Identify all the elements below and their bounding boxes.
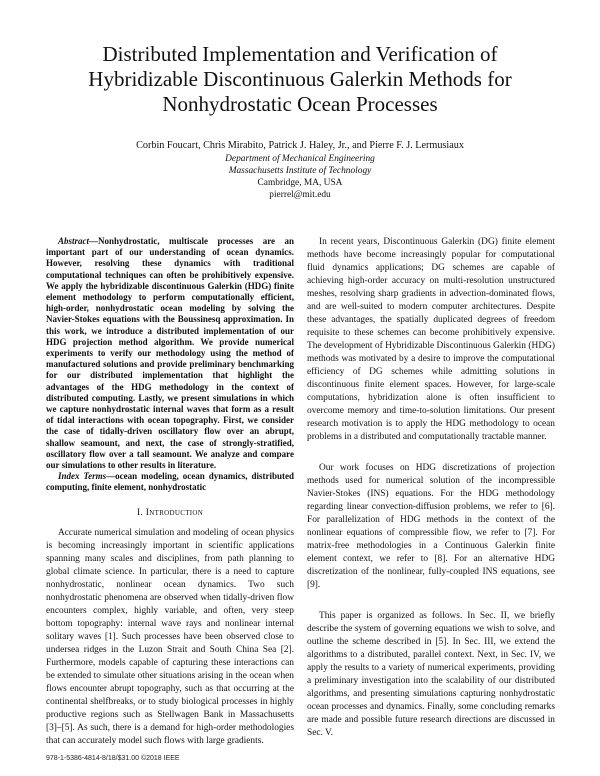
section-title: Introduction [145,506,204,518]
author-email: pierrel@mit.edu [269,190,331,200]
abstract-label: Abstract [58,236,90,246]
section-numeral: I. [136,506,144,518]
left-column [46,236,294,748]
affiliation-department: Department of Mechanical Engineering [225,154,375,164]
intro-paragraph-3: Our work focuses on HDG discretizations of projection methods used for numerical solution of the incompressible Navier-Stokes (INS) equations. For the HDG methodology regarding linear convection-diffusion problems, we refer to [6]. For parallelization of HDG methods in the context of the nonlinear equations of compressible flow, we refer to [7]. For matrix-free methodologies in a Continuous Galerkin finite element context, we refer to [8]. For an alternative HDG discretization of the nonlinear, fully-coupled INS equations, see [9]. [307,463,555,590]
title-line-3: Nonhydrostatic Ocean Processes [162,92,438,116]
intro-paragraph-2: In recent years, Discontinuous Galerkin (DG) finite element methods have become increasingly popular for computational fluid dynamics applications; DG schemes are capable of achieving high-order accuracy on multi-resolution unstructured meshes, resolving sharp gradients in advection-dominated flows, and are well-suited to modern computer architectures. Despite these advantages, the spatially duplicated degrees of freedom requisite to these schemes can become prohibitively expensive. The development of Hybridizable Discontinuous Galerkin (HDG) methods was motivated by a desire to improve the computational efficiency of DG schemes while admitting solutions in discontinuous finite element spaces. However, for large-scale computations, hybridization alone is often insufficient to overcome memory and time-to-solution limitations. Our present research motivation is to apply the HDG methodology to ocean problems in a distributed and computationally tractable manner. [307,237,555,442]
section-heading-introduction [46,506,294,519]
right-column [307,236,555,740]
paper-title [40,42,560,117]
abstract-text: —Nonhydrostatic, multiscale processes are an important part of our understanding of ocean dynamics. However, resolving these dynamics with traditional computational techniques can often be prohibitively expensive. We apply the hybridizable discontinuous Galerkin (HDG) finite element methodology to perform computationally efficient, high-order, nonhydrostatic ocean modeling by solving the Navier-Stokes equations with the Boussinesq approximation. In this work, we introduce a distributed implementation of our HDG projection method algorithm. We provide numerical experiments to verify our methodology using the method of manufactured solutions and provide preliminary benchmarking for our distributed implementation that highlight the advantages of the HDG methodology in the context of distributed computing. Lastly, we present simulations in which we capture nonhydrostatic internal waves that form as a result of tidal interactions with ocean topography. First, we consider the case of tidally-driven oscillatory flow over an abrupt, shallow seamount, and next, the case of strongly-stratified, oscillatory flow over a tall seamount. We analyze and compare our simulations to other results in literature. [46,236,294,471]
affiliation-location: Cambridge, MA, USA [257,178,343,188]
abstract [46,236,294,471]
index-terms-text: —ocean modeling, ocean dynamics, distributed computing, finite element, nonhydrostatic [46,471,294,493]
title-line-2: Hybridizable Discontinuous Galerkin Methods for [88,67,512,91]
index-terms-label: Index Terms [58,471,107,482]
author-list: Corbin Foucart, Chris Mirabito, Patrick J. Haley, Jr., and Pierre F. J. Lermusiaux [136,140,464,151]
copyright-footer: 978-1-5386-4814-8/18/$31.00 ©2018 IEEE [46,755,180,762]
title-line-1: Distributed Implementation and Verification of [102,42,498,66]
index-terms [46,471,294,493]
intro-paragraph-4: This paper is organized as follows. In Sec. II, we briefly describe the system of governing equations we wish to solve, and outline the scheme described in [5]. In Sec. III, we extend the algorithms to a distributed, parallel context. Next, in Sec. IV, we apply the results to a variety of numerical experiments, providing a preliminary investigation into the scalability of our distributed algorithms, and presenting simulations capturing nonhydrostatic ocean processes and dynamics. Finally, some concluding remarks are made and possible future research directions are discussed in Sec. V. [307,611,555,738]
intro-paragraph-1: Accurate numerical simulation and modeling of ocean physics is becoming increasingly important in scientific applications spanning many scales and disciplines, from path planning to global climate science. In particular, there is a need to capture nonhydrostatic, nonlinear ocean dynamics. Two such nonhydrostatic phenomena are observed when tidally-driven flow encounters complex, highly variable, and often, very steep bottom topography: internal wave rays and nonlinear internal solitary waves [1]. Such processes have been observed close to undersea ridges in the Luzon Strait and South China Sea [2]. Furthermore, models capable of capturing these interactions can be extended to simulate other situations arising in the ocean when flows encounter abrupt topography, such as that occurring at the continental shelfbreaks, or to study biological processes in highly productive regions such as Stellwagen Bank in Massachusetts [3]–[5]. As such, there is a demand for high-order methodologies that can accurately model such flows with large gradients. [46,527,294,746]
affiliation-institute: Massachusetts Institute of Technology [228,166,372,176]
